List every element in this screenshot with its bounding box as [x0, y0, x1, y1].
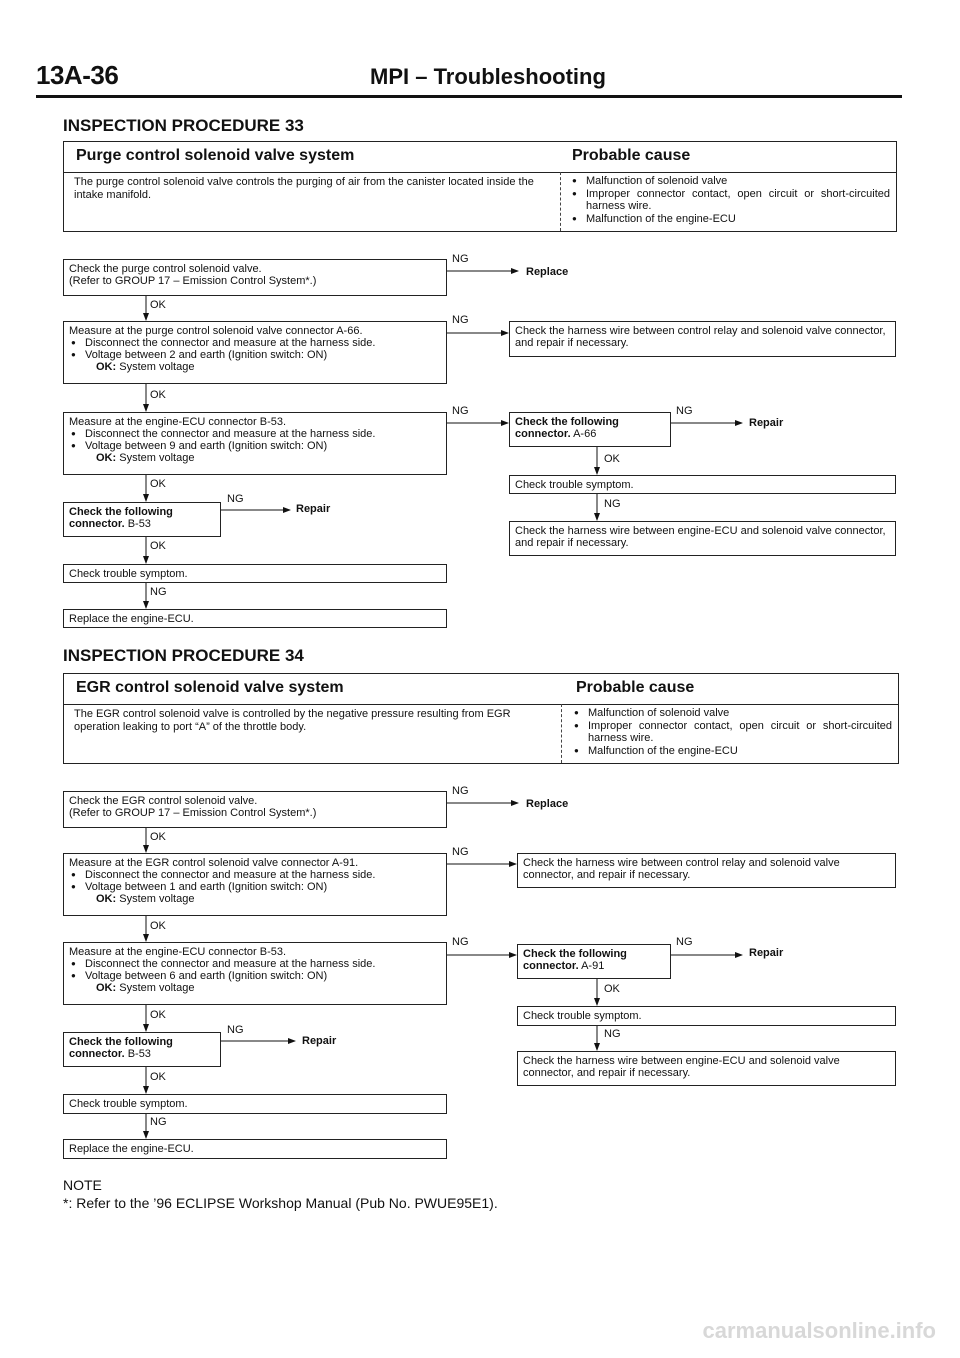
measure-valve-title: Measure at the purge control solenoid valve connector A-66.: [69, 325, 363, 337]
check-valve-box: [63, 259, 447, 296]
measure-step: ● Disconnect the connector and measure at the harness side.: [69, 869, 441, 881]
ok-label: OK: [150, 1071, 166, 1083]
measure-valve-steps: [69, 337, 441, 361]
table-divider: [560, 172, 561, 231]
check-valve-ref: (Refer to GROUP 17 – Emission Control System*.): [69, 807, 317, 819]
connector-id: B-53: [127, 518, 151, 530]
ng-label: NG: [452, 253, 469, 265]
ok-label: OK: [604, 453, 620, 465]
check-valve-line: Check the EGR control solenoid valve.: [69, 795, 258, 807]
system-heading: Purge control solenoid valve system: [76, 147, 355, 164]
procedure-34-cause-table: [63, 673, 899, 764]
ng-label: NG: [452, 314, 469, 326]
ok-criterion: OK: System voltage: [96, 893, 195, 905]
ng-label: NG: [676, 936, 693, 948]
procedure-33-title: INSPECTION PROCEDURE 33: [63, 116, 304, 135]
repair-action: Repair: [749, 947, 784, 959]
measure-ecu-title: Measure at the engine-ECU connector B-53.: [69, 416, 287, 428]
section-title: MPI – Troubleshooting: [370, 64, 606, 89]
ng-label: NG: [452, 405, 469, 417]
ng-label: NG: [150, 586, 167, 598]
replace-action: Replace: [526, 798, 569, 810]
note-text: *: Refer to the ’96 ECLIPSE Workshop Manual (Pub No. PWUE95E1).: [63, 1195, 498, 1211]
check-connector-left-box: [63, 502, 221, 537]
ng-label: NG: [227, 1024, 244, 1036]
repair-action: Repair: [302, 1035, 337, 1047]
check-connector-label: Check the following connector.: [515, 416, 619, 440]
measure-valve-title: Measure at the EGR control solenoid valve connector A-91.: [69, 857, 359, 869]
table-divider: [561, 704, 562, 763]
repair-action: Repair: [296, 503, 331, 515]
check-valve-box: [63, 791, 447, 828]
ok-label: OK: [150, 478, 166, 490]
connector-id: A-91: [581, 960, 605, 972]
note-heading: NOTE: [63, 1177, 102, 1193]
measure-ecu-steps: [69, 428, 441, 452]
procedure-33-cause-table: [63, 141, 897, 232]
check-valve-ref: (Refer to GROUP 17 – Emission Control System*.): [69, 275, 317, 287]
ng-label: NG: [227, 493, 244, 505]
check-connector-right-box: [517, 944, 671, 979]
ng-label: NG: [604, 1028, 621, 1040]
cause-table-header: [64, 142, 896, 173]
cause-item: ● Improper connector contact, open circuit or short-circuited harness wire.: [572, 720, 892, 745]
measure-ecu-box: [63, 942, 447, 1005]
check-harness-ecu-box: Check the harness wire between engine-ECU and solenoid valve connector, and repair if necessary.: [509, 521, 896, 556]
probable-cause-list: [570, 175, 890, 225]
ng-label: NG: [452, 785, 469, 797]
page-number: 13A-36: [36, 60, 119, 90]
cause-table-header: [64, 674, 898, 705]
ok-label: OK: [150, 831, 166, 843]
measure-valve-box: [63, 853, 447, 916]
measure-step: ● Voltage between 9 and earth (Ignition switch: ON): [69, 440, 441, 452]
measure-valve-steps: [69, 869, 441, 893]
check-connector-label: Check the following connector.: [523, 948, 627, 972]
check-harness-relay-box: Check the harness wire between control relay and solenoid valve connector, and repair if necessary.: [517, 853, 896, 888]
watermark: carmanualsonline.info: [702, 1318, 936, 1343]
procedure-34-title: INSPECTION PROCEDURE 34: [63, 646, 304, 665]
check-connector-right-box: [509, 412, 671, 447]
measure-valve-box: [63, 321, 447, 384]
ok-label: OK: [150, 1009, 166, 1021]
check-trouble-right-box: Check trouble symptom.: [517, 1006, 896, 1026]
check-trouble-left-box: Check trouble symptom.: [63, 1094, 447, 1114]
ng-label: NG: [676, 405, 693, 417]
cause-item: ● Malfunction of the engine-ECU: [570, 213, 890, 226]
ng-label: NG: [150, 1116, 167, 1128]
measure-step: ● Voltage between 2 and earth (Ignition switch: ON): [69, 349, 441, 361]
measure-step: ● Disconnect the connector and measure at the harness side.: [69, 958, 441, 970]
system-heading: EGR control solenoid valve system: [76, 679, 344, 696]
check-trouble-left-box: Check trouble symptom.: [63, 564, 447, 583]
replace-ecu-box: Replace the engine-ECU.: [63, 1139, 447, 1159]
check-connector-label: Check the following connector.: [69, 1036, 173, 1060]
repair-action: Repair: [749, 417, 784, 429]
measure-step: ● Disconnect the connector and measure at the harness side.: [69, 337, 441, 349]
cause-item: ● Malfunction of the engine-ECU: [572, 745, 892, 758]
cause-item: ● Improper connector contact, open circuit or short-circuited harness wire.: [570, 188, 890, 213]
replace-ecu-box: Replace the engine-ECU.: [63, 609, 447, 628]
replace-action: Replace: [526, 266, 569, 278]
cause-item: ● Malfunction of solenoid valve: [572, 707, 892, 720]
ok-label: OK: [604, 983, 620, 995]
header-rule: [36, 95, 902, 98]
check-harness-ecu-box: Check the harness wire between engine-ECU and solenoid valve connector, and repair if necessary.: [517, 1051, 896, 1086]
measure-step: ● Voltage between 1 and earth (Ignition switch: ON): [69, 881, 441, 893]
ok-label: OK: [150, 540, 166, 552]
measure-ecu-title: Measure at the engine-ECU connector B-53.: [69, 946, 287, 958]
ok-criterion: OK: System voltage: [96, 361, 195, 373]
measure-ecu-box: [63, 412, 447, 475]
check-harness-relay-box: Check the harness wire between control relay and solenoid valve connector, and repair if necessary.: [509, 321, 896, 357]
connector-id: A-66: [573, 428, 597, 440]
measure-step: ● Disconnect the connector and measure at the harness side.: [69, 428, 441, 440]
ng-label: NG: [452, 846, 469, 858]
check-connector-label: Check the following connector.: [69, 506, 173, 530]
probable-cause-list: [572, 707, 892, 757]
measure-ecu-steps: [69, 958, 441, 982]
cause-item: ● Malfunction of solenoid valve: [570, 175, 890, 188]
check-connector-left-box: [63, 1032, 221, 1067]
ok-criterion: OK: System voltage: [96, 452, 195, 464]
ok-label: OK: [150, 299, 166, 311]
system-description: The purge control solenoid valve controls the purging of air from the canister located inside the intake manifold.: [74, 176, 534, 201]
system-description: The EGR control solenoid valve is controlled by the negative pressure resulting from EGR operation leaking to port “A” of the throttle body.: [74, 708, 511, 733]
measure-step: ● Voltage between 6 and earth (Ignition switch: ON): [69, 970, 441, 982]
check-valve-line: Check the purge control solenoid valve.: [69, 263, 262, 275]
probable-cause-heading: Probable cause: [576, 679, 695, 696]
ok-label: OK: [150, 389, 166, 401]
connector-id: B-53: [127, 1048, 151, 1060]
ok-label: OK: [150, 920, 166, 932]
ng-label: NG: [452, 936, 469, 948]
ok-criterion: OK: System voltage: [96, 982, 195, 994]
check-trouble-right-box: Check trouble symptom.: [509, 475, 896, 494]
probable-cause-heading: Probable cause: [572, 147, 691, 164]
ng-label: NG: [604, 498, 621, 510]
